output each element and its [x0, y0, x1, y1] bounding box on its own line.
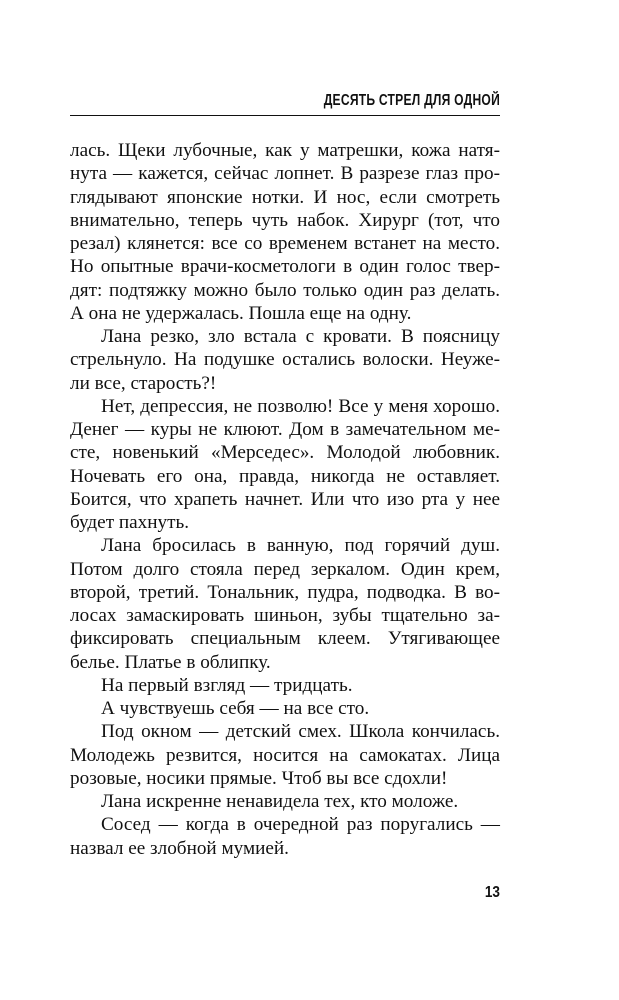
text-line: глядывают японские нотки. И нос, если смотреть [70, 186, 500, 208]
text-line: А она не удержалась. Пошла еще на одну. [70, 302, 412, 324]
text-line: внимательно, теперь чуть набок. Хирург (тот, что [70, 209, 500, 231]
text-line: На первый взгляд — тридцать. [101, 674, 353, 696]
header-rule [70, 115, 500, 116]
running-title: ДЕСЯТЬ СТРЕЛ ДЛЯ ОДНОЙ [323, 92, 500, 109]
text-line: Но опытные врачи-косметологи в один голос твер- [70, 256, 500, 278]
text-line: нута — кажется, сейчас лопнет. В разрезе глаз про- [70, 163, 500, 185]
text-line: лосах замаскировать шиньон, зубы тщательно за- [70, 605, 500, 626]
text-line: будет пахнуть. [70, 512, 190, 533]
text-line: Лана бросилась в ванную, под горячий душ. [101, 535, 500, 557]
text-line: сте, новенький «Мерседес». Молодой любовник. [70, 442, 500, 464]
text-line: Под окном — детский смех. Школа кончилась. [101, 721, 500, 743]
text-line: Лана резко, зло встала с кровати. В поясницу [101, 326, 500, 347]
text-line: белье. Платье в облипку. [70, 651, 271, 673]
text-line: фиксировать специальным клеем. Утягивающее [70, 628, 500, 650]
text-line: ли все, старость?! [70, 372, 217, 394]
text-line: А чувствуешь себя — на все сто. [101, 698, 370, 719]
text-line: Молодежь резвится, носится на самокатах. Лица [70, 744, 500, 766]
text-line: Нет, депрессия, не позволю! Все у меня хорошо. [101, 395, 500, 417]
text-line: Лана искренне ненавидела тех, кто моложе. [101, 791, 459, 812]
text-line: стрельнуло. На подушке остались волоски. Неуже- [70, 349, 500, 371]
text-line: Денег — куры не клюют. Дом в замечательном ме- [70, 419, 500, 440]
text-line: Потом долго стояла перед зеркалом. Один крем, [70, 558, 500, 580]
page-number: 13 [484, 884, 500, 901]
text-line: Сосед — когда в очередной раз поругались — [101, 814, 500, 836]
body-text [70, 139, 500, 860]
text-line: лась. Щеки лубочные, как у матрешки, кожа натя- [70, 140, 500, 161]
text-line: Ночевать его она, правда, никогда не оставляет. [70, 465, 500, 487]
text-line: Боится, что храпеть начнет. Или что изо рта у нее [70, 488, 500, 510]
text-line: дят: подтяжку можно было только один раз делать. [70, 279, 500, 301]
text-line: второй, третий. Тональник, пудра, подводка. В во- [70, 581, 500, 603]
text-line: розовые, носики прямые. Чтоб вы все сдохли! [70, 767, 448, 789]
text-line: резал) клянется: все со временем встанет на место. [70, 233, 500, 254]
text-line: назвал ее злобной мумией. [70, 837, 289, 859]
